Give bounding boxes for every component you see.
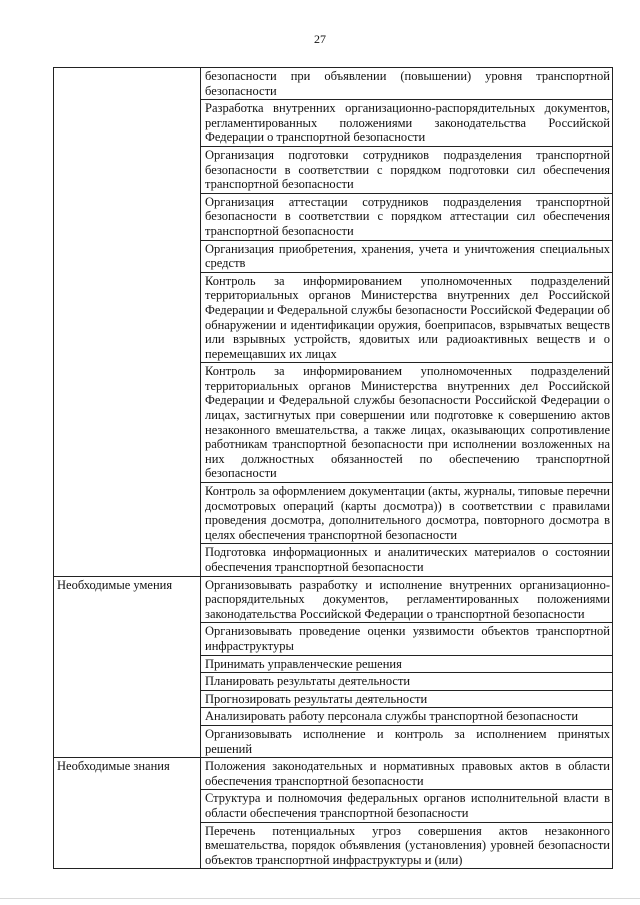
table-cell: Перечень потенциальных угроз совершения актов незаконного вмешательства, порядок объявления (установления) уровней безопасности объектов транспортной инфраструктуры и (или) (201, 822, 613, 869)
table-cell: Анализировать работу персонала службы транспортной безопасности (201, 708, 613, 726)
table-cell: Прогнозировать результаты деятельности (201, 690, 613, 708)
section-label-knowledge: Необходимые знания (54, 758, 201, 869)
table-cell: Контроль за оформлением документации (акты, журналы, типовые перечни досмотровых операций (карты досмотра)) в соответствии с правилами проведения досмотра, дополнительного досмотра, повторного досмотра в целях обеспечения транспортной безопасности (201, 483, 613, 544)
table-cell: Структура и полномочия федеральных органов исполнительной власти в области обеспечения транспортной безопасности (201, 790, 613, 822)
table-cell: Принимать управленческие решения (201, 655, 613, 673)
table-cell: Контроль за информированием уполномоченных подразделений территориальных органов Министерства внутренних дел Российской Федерации и Федеральной службы безопасности Российской Федерации об обнаружении и идентификации оружия, боеприпасов, взрывчатых веществ или взрывных устройств, ядовитых или радиоактивных веществ и о перемещавших их лицах (201, 272, 613, 363)
page-number: 27 (314, 32, 326, 46)
table-cell: Планировать результаты деятельности (201, 673, 613, 691)
table-cell: Организация аттестации сотрудников подразделения транспортной безопасности в соответствии с порядком аттестации сил обеспечения транспортной безопасности (201, 193, 613, 240)
competency-table (53, 67, 613, 869)
section-label-skills: Необходимые умения (54, 576, 201, 758)
table-row (54, 68, 613, 100)
table-cell: Организация подготовки сотрудников подразделения транспортной безопасности в соответствии с порядком подготовки сил обеспечения транспортной безопасности (201, 146, 613, 193)
table-cell: Контроль за информированием уполномоченных подразделений территориальных органов Министерства внутренних дел Российской Федерации и Федеральной службы безопасности Российской Федерации о лицах, застигнутых при совершении или подготовке к совершению актов незаконного вмешательства, а также лицах, оказывающих сопротивление работникам транспортной безопасности при исполнении возложенных на них должностных обязанностей по обеспечению транспортной безопасности (201, 363, 613, 483)
table-cell: Организовывать исполнение и контроль за исполнением принятых решений (201, 725, 613, 757)
section-label-continued (54, 68, 201, 577)
table-cell: Положения законодательных и нормативных правовых актов в области обеспечения транспортной безопасности (201, 758, 613, 790)
scan-edge-divider (0, 898, 640, 899)
table-cell: Подготовка информационных и аналитических материалов о состоянии обеспечения транспортной безопасности (201, 544, 613, 576)
table-row (54, 576, 613, 623)
table-row (54, 758, 613, 790)
table-cell: Организовывать разработку и исполнение внутренних организационно-распорядительных документов, регламентированных положениями законодательства Российской Федерации о транспортной безопасности (201, 576, 613, 623)
table-cell: безопасности при объявлении (повышении) уровня транспортной безопасности (201, 68, 613, 100)
table-cell: Организовывать проведение оценки уязвимости объектов транспортной инфраструктуры (201, 623, 613, 655)
table-cell: Организация приобретения, хранения, учета и уничтожения специальных средств (201, 240, 613, 272)
table-cell: Разработка внутренних организационно-распорядительных документов, регламентированных положениями законодательства Российской Федерации о транспортной безопасности (201, 100, 613, 147)
